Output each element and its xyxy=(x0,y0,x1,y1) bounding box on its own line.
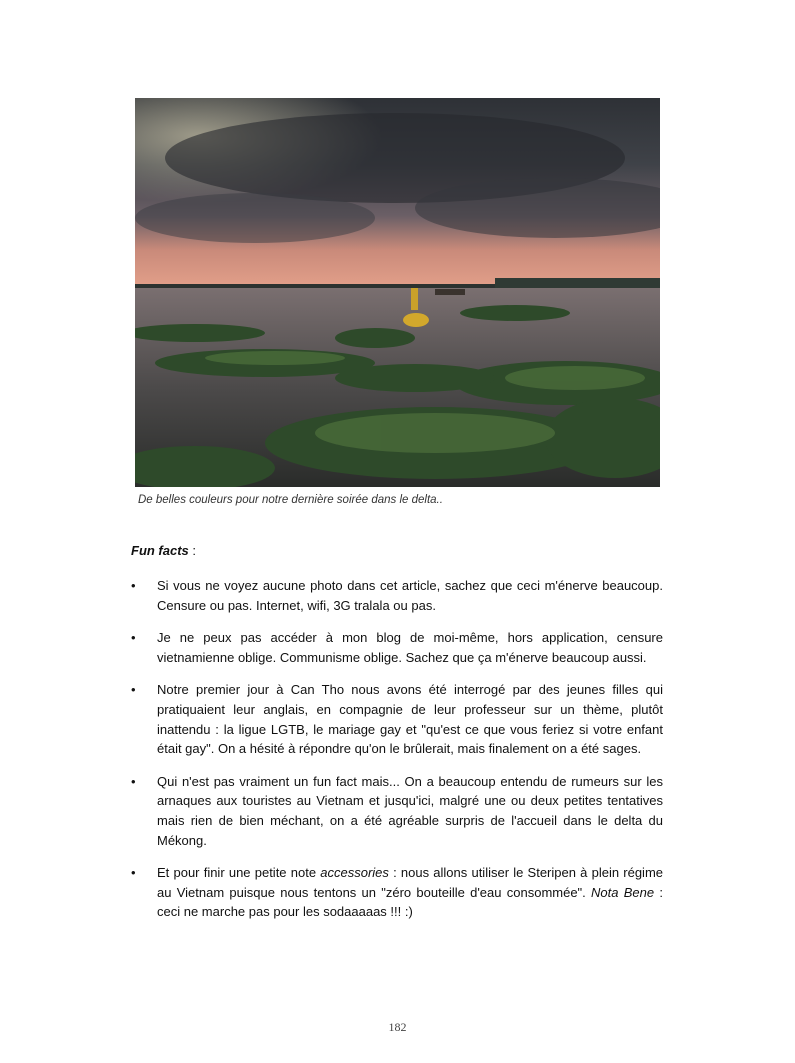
list-item-text: Qui n'est pas vraiment un fun fact mais... On a beaucoup entendu de rumeurs sur les arnaques aux touristes au Vietnam et jusqu'ici, malgré une ou deux petites tentatives mais rien de bien méchant, on a été agréable surpris de l'accueil dans le delta du Mékong. xyxy=(157,773,663,848)
photo-caption: De belles couleurs pour notre dernière soirée dans le delta.. xyxy=(138,494,443,506)
bullet-icon: • xyxy=(131,630,136,646)
list-item xyxy=(131,863,663,922)
list-item-text: Je ne peux pas accéder à mon blog de moi-même, hors application, censure vietnamienne oblige. Communisme oblige. Sachez que ça m'énerve beaucoup aussi. xyxy=(157,630,663,665)
nota-bene-emphasis: Nota Bene xyxy=(591,884,655,900)
fun-facts-list xyxy=(131,576,663,935)
list-item xyxy=(131,576,663,615)
list-item xyxy=(131,680,663,758)
list-item-text-part: : nous allons utiliser le Steripen à plein régime au Vietnam puisque nous tentons un "zéro bouteille d'eau consommée". xyxy=(157,865,663,900)
bullet-icon: • xyxy=(131,865,136,881)
fun-facts-colon: : xyxy=(188,543,197,558)
page-number: 182 xyxy=(388,1020,407,1034)
bullet-icon: • xyxy=(131,773,136,789)
list-item xyxy=(131,628,663,667)
accessories-emphasis: accessories xyxy=(320,865,389,881)
list-item-text-part: : ceci ne marche pas pour les sodaaaaas !!! :) xyxy=(157,884,663,920)
river-landscape-photo xyxy=(135,98,660,487)
list-item-text: Si vous ne voyez aucune photo dans cet article, sachez que ceci m'énerve beaucoup. Censure ou pas. Internet, wifi, 3G tralala ou pas. xyxy=(157,578,663,613)
list-item xyxy=(131,772,663,850)
fun-facts-title: Fun facts xyxy=(131,543,189,558)
bullet-icon: • xyxy=(131,682,136,698)
list-item-text xyxy=(157,865,663,919)
fun-facts-heading xyxy=(131,543,196,558)
list-item-text-part: Et pour finir une petite note xyxy=(157,865,321,881)
list-item-text: Notre premier jour à Can Tho nous avons été interrogé par des jeunes filles qui pratiquaient leur anglais, en compagnie de leur professeur sur un thème, plutôt inattendu : la ligue LGTB, le mariage gay et "qu'est ce que vous feriez si votre enfant était gay". On a hésité à répondre qu'on le brûlerait, mais finalement on a été sages. xyxy=(157,682,663,757)
bullet-icon: • xyxy=(131,578,136,593)
